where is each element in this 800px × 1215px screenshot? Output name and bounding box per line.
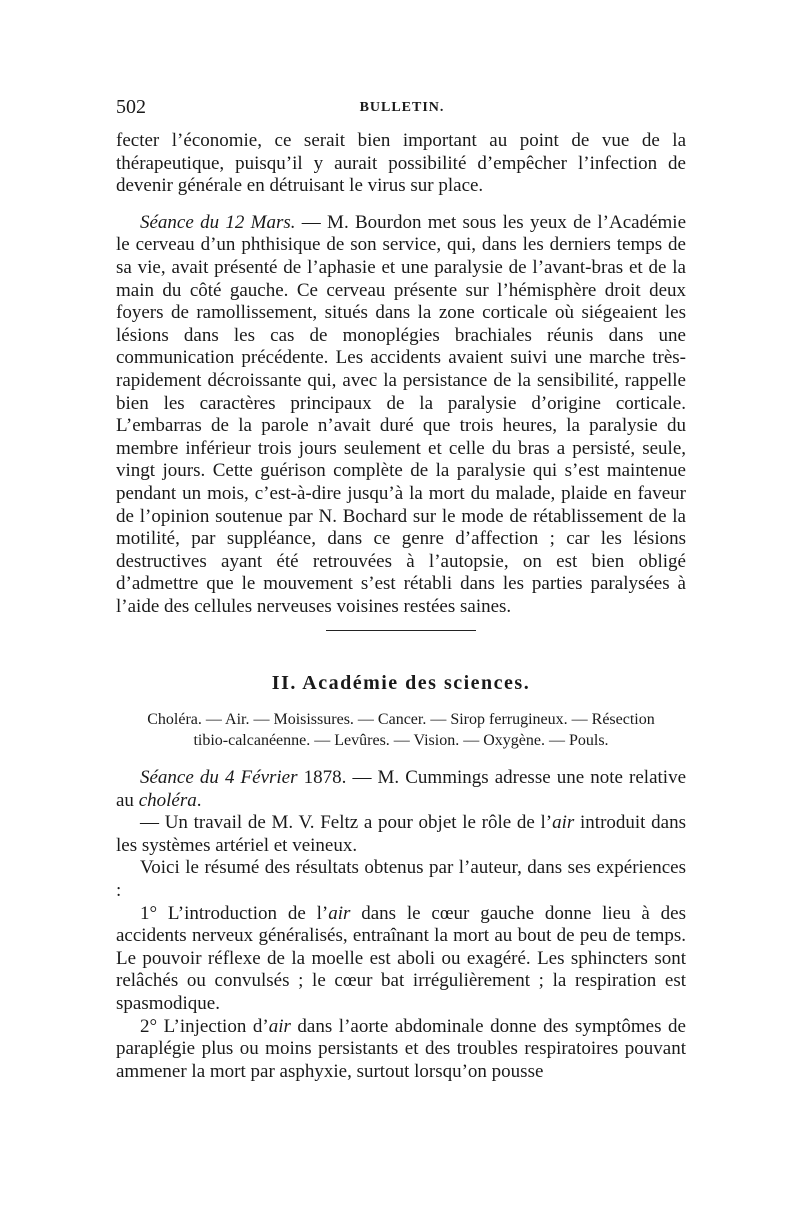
seance-4-label: Séance du 4 Février	[140, 767, 298, 789]
feltz-text-b: introduit dans les systèmes artériel et veineux.	[116, 812, 686, 856]
body-text	[116, 130, 686, 1083]
resume-paragraph: Voici le résumé des résultats obtenus par l’auteur, dans ses expériences :	[116, 857, 686, 902]
seance-12-label: Séance du 12 Mars.	[140, 211, 296, 233]
seance-12-text: — M. Bourdon met sous les yeux de l’Académie le cerveau d’un phthisique de son service, qui, dans les derniers temps de sa vie, avait présenté de l’aphasie et une paralysie de l’avant-bras et de la main du côté gauche. Ce cerveau présente sur l’hémisphère droit deux foyers de ramollissement, situés dans la zone corticale où siégeaient les lésions dans les cas de monoplégies brachiales réunis dans une communication précédente. Les accidents avaient suivi une marche très-rapidement décroissante qui, avec la persistance de la sensibilité, rappelle bien les caractères principaux de la paralysie d’origine corticale. L’embarras de la parole n’avait duré que trois heures, la paralysie du membre inférieur trois jours seulement et celle du bras a persisté, seule, vingt jours. Cette guérison complète de la paralysie qui s’est maintenue pendant un mois, c’est-à-dire jusqu’à la mort du malade, plaide en faveur de l’opinion soutenue par N. Bochard sur le mode de rétablissement de la motilité, par suppléance, dans ce genre d’affection ; car les lésions destructives ayant été retrouvées à l’autopsie, on est bien obligé d’admettre que le mouvement s’est rétabli dans les parties paralysées à l’aide des cellules nerveuses voisines restées saines.	[116, 211, 686, 617]
point-2-text-a: 2° L’injection d’	[140, 1015, 269, 1037]
feltz-text-a: — Un travail de M. V. Feltz a pour objet le rôle de l’	[140, 812, 553, 834]
section-subjects	[116, 709, 686, 751]
seance-4-year: 1878.	[297, 767, 347, 789]
subjects-line-1: Choléra. — Air. — Moisissures. — Cancer. — Sirop ferrugineux. — Résection	[147, 711, 655, 729]
divider-rule	[326, 630, 476, 631]
page-header	[116, 96, 688, 124]
intro-paragraph: fecter l’économie, ce serait bien important au point de vue de la thérapeutique, puisqu’il y aurait possibilité d’empêcher l’infection de devenir générale en détruisant le virus sur place.	[116, 130, 686, 197]
seance-4-text-a: — M. Cummings adresse une note relative au	[116, 767, 686, 811]
point-2-air: air	[268, 1015, 291, 1037]
point-2-text-b: dans l’aorte abdominale donne des symptômes de paraplégie plus ou moins persistants et des troubles respiratoires pouvant ammener la mort par asphyxie, surtout lorsqu’on pousse	[116, 1015, 686, 1082]
seance-4-text-b: .	[196, 789, 202, 811]
section-divider	[116, 618, 686, 666]
cholera-word: choléra	[138, 789, 197, 811]
point-1-text-b: dans le cœur gauche donne lieu à des accidents nerveux généralisés, entraînant la mort au bout de peu de temps. Le pouvoir réflexe de la moelle est aboli ou exagéré. Les sphincters sont relâchés ou convulsés ; le cœur bat irrégulièrement ; la respiration est spasmodique.	[116, 902, 686, 1014]
section-title: II. Académie des sciences.	[271, 672, 531, 695]
point-2-paragraph	[116, 1016, 686, 1084]
subjects-line-2: tibio-calcanéenne. — Levûres. — Vision. — Oxygène. — Pouls.	[193, 732, 609, 750]
seance-4-paragraph	[116, 767, 686, 812]
page-number: 502	[116, 96, 146, 118]
running-head: BULLETIN.	[359, 100, 445, 115]
feltz-paragraph	[116, 812, 686, 857]
seance-12-paragraph	[116, 212, 686, 619]
point-1-air: air	[328, 902, 351, 924]
point-1-text-a: 1° L’introduction de l’	[140, 902, 329, 924]
feltz-air: air	[552, 812, 575, 834]
point-1-paragraph	[116, 903, 686, 1016]
